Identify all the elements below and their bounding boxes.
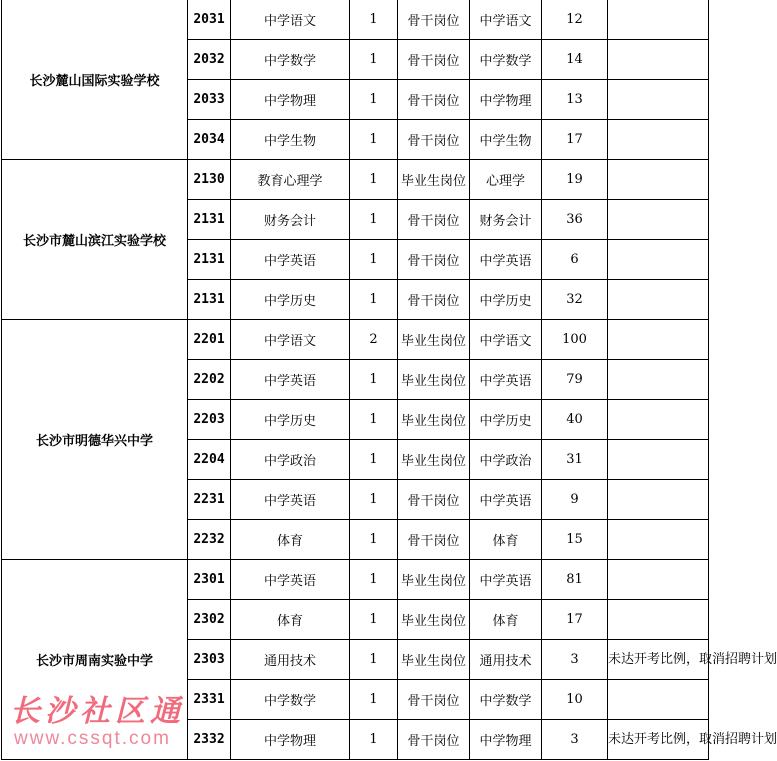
exam-subject-cell: 中学数学: [470, 680, 542, 720]
post-type-cell: 骨干岗位: [398, 80, 470, 120]
exam-subject-cell: 中学历史: [470, 400, 542, 440]
exam-subject-cell: 中学语文: [470, 0, 542, 40]
post-type-cell: 骨干岗位: [398, 200, 470, 240]
headcount-cell: 1: [350, 440, 398, 480]
school-name-cell: 长沙市明德华兴中学: [2, 320, 188, 560]
applicant-count-cell: 19: [542, 160, 608, 200]
applicant-count-cell: 15: [542, 520, 608, 560]
headcount-cell: 1: [350, 400, 398, 440]
position-code-cell: 2202: [188, 360, 231, 400]
applicant-count-cell: 12: [542, 0, 608, 40]
applicant-count-cell: 31: [542, 440, 608, 480]
remark-cell: [608, 240, 709, 280]
subject-cell: 中学英语: [231, 240, 350, 280]
position-code-cell: 2131: [188, 280, 231, 320]
position-code-cell: 2303: [188, 640, 231, 680]
remark-cell: [608, 160, 709, 200]
remark-cell: [608, 40, 709, 80]
exam-subject-cell: 中学英语: [470, 560, 542, 600]
post-type-cell: 骨干岗位: [398, 0, 470, 40]
subject-cell: 中学数学: [231, 40, 350, 80]
remark-cell: [608, 360, 709, 400]
post-type-cell: 毕业生岗位: [398, 160, 470, 200]
position-code-cell: 2130: [188, 160, 231, 200]
post-type-cell: 骨干岗位: [398, 680, 470, 720]
exam-subject-cell: 中学物理: [470, 80, 542, 120]
headcount-cell: 1: [350, 40, 398, 80]
headcount-cell: 1: [350, 520, 398, 560]
remark-cell: [608, 680, 709, 720]
subject-cell: 中学英语: [231, 560, 350, 600]
headcount-cell: 1: [350, 480, 398, 520]
headcount-cell: 1: [350, 640, 398, 680]
subject-cell: 通用技术: [231, 640, 350, 680]
post-type-cell: 毕业生岗位: [398, 600, 470, 640]
remark-cell: [608, 120, 709, 160]
remark-cell: [608, 200, 709, 240]
watermark-title: 长沙社区通: [10, 694, 185, 729]
remark-cell: [608, 560, 709, 600]
table-row: [2, 0, 709, 40]
remark-cell: [608, 400, 709, 440]
position-code-cell: 2203: [188, 400, 231, 440]
post-type-cell: 骨干岗位: [398, 480, 470, 520]
exam-subject-cell: 心理学: [470, 160, 542, 200]
position-code-cell: 2302: [188, 600, 231, 640]
post-type-cell: 骨干岗位: [398, 120, 470, 160]
position-code-cell: 2204: [188, 440, 231, 480]
applicant-count-cell: 3: [542, 640, 608, 680]
subject-cell: 中学数学: [231, 680, 350, 720]
headcount-cell: 1: [350, 280, 398, 320]
subject-cell: 中学英语: [231, 360, 350, 400]
applicant-count-cell: 32: [542, 280, 608, 320]
headcount-cell: 1: [350, 160, 398, 200]
exam-subject-cell: 中学生物: [470, 120, 542, 160]
remark-cell: [608, 320, 709, 360]
subject-cell: 中学历史: [231, 280, 350, 320]
subject-cell: 中学英语: [231, 480, 350, 520]
remark-cell: [608, 520, 709, 560]
applicant-count-cell: 100: [542, 320, 608, 360]
exam-subject-cell: 体育: [470, 600, 542, 640]
subject-cell: 中学历史: [231, 400, 350, 440]
headcount-cell: 1: [350, 360, 398, 400]
position-code-cell: 2231: [188, 480, 231, 520]
position-code-cell: 2201: [188, 320, 231, 360]
applicant-count-cell: 81: [542, 560, 608, 600]
exam-subject-cell: 中学英语: [470, 480, 542, 520]
recruitment-table: [1, 0, 777, 760]
exam-subject-cell: 中学物理: [470, 720, 542, 760]
exam-subject-cell: 中学数学: [470, 40, 542, 80]
exam-subject-cell: 中学英语: [470, 360, 542, 400]
table-row: [2, 160, 709, 200]
headcount-cell: 1: [350, 200, 398, 240]
table-body: [2, 0, 777, 760]
position-code-cell: 2331: [188, 680, 231, 720]
applicant-count-cell: 6: [542, 240, 608, 280]
position-code-cell: 2131: [188, 240, 231, 280]
applicant-count-cell: 17: [542, 600, 608, 640]
post-type-cell: 毕业生岗位: [398, 400, 470, 440]
remark-cell: [608, 440, 709, 480]
subject-cell: 中学生物: [231, 120, 350, 160]
headcount-cell: 1: [350, 120, 398, 160]
exam-subject-cell: 体育: [470, 520, 542, 560]
post-type-cell: 骨干岗位: [398, 520, 470, 560]
headcount-cell: 1: [350, 80, 398, 120]
headcount-cell: 1: [350, 560, 398, 600]
exam-subject-cell: 中学历史: [470, 280, 542, 320]
exam-subject-cell: 中学语文: [470, 320, 542, 360]
applicant-count-cell: 10: [542, 680, 608, 720]
subject-cell: 中学物理: [231, 720, 350, 760]
headcount-cell: 1: [350, 680, 398, 720]
subject-cell: 教育心理学: [231, 160, 350, 200]
subject-cell: 中学政治: [231, 440, 350, 480]
position-code-cell: 2232: [188, 520, 231, 560]
subject-cell: 中学物理: [231, 80, 350, 120]
applicant-count-cell: 3: [542, 720, 608, 760]
subject-cell: 中学语文: [231, 320, 350, 360]
remark-cell: [608, 480, 709, 520]
post-type-cell: 毕业生岗位: [398, 560, 470, 600]
applicant-count-cell: 17: [542, 120, 608, 160]
applicant-count-cell: 13: [542, 80, 608, 120]
exam-subject-cell: 财务会计: [470, 200, 542, 240]
remark-cell: [608, 80, 709, 120]
post-type-cell: 毕业生岗位: [398, 640, 470, 680]
position-code-cell: 2032: [188, 40, 231, 80]
position-code-cell: 2301: [188, 560, 231, 600]
post-type-cell: 骨干岗位: [398, 720, 470, 760]
post-type-cell: 骨干岗位: [398, 240, 470, 280]
applicant-count-cell: 36: [542, 200, 608, 240]
post-type-cell: 毕业生岗位: [398, 360, 470, 400]
exam-subject-cell: 中学英语: [470, 240, 542, 280]
position-code-cell: 2031: [188, 0, 231, 40]
table-row: [2, 320, 709, 360]
school-name-cell: 长沙麓山国际实验学校: [2, 0, 188, 160]
remark-cell: [608, 600, 709, 640]
subject-cell: 体育: [231, 520, 350, 560]
school-name-cell: 长沙市麓山滨江实验学校: [2, 160, 188, 320]
post-type-cell: 骨干岗位: [398, 40, 470, 80]
position-code-cell: 2034: [188, 120, 231, 160]
subject-cell: 中学语文: [231, 0, 350, 40]
position-code-cell: 2131: [188, 200, 231, 240]
headcount-cell: 1: [350, 240, 398, 280]
subject-cell: 体育: [231, 600, 350, 640]
position-code-cell: 2332: [188, 720, 231, 760]
applicant-count-cell: 79: [542, 360, 608, 400]
headcount-cell: 1: [350, 600, 398, 640]
school-name-cell: 长沙市周南实验中学: [2, 560, 188, 760]
post-type-cell: 骨干岗位: [398, 280, 470, 320]
post-type-cell: 毕业生岗位: [398, 440, 470, 480]
remark-cell: [608, 280, 709, 320]
subject-cell: 财务会计: [231, 200, 350, 240]
headcount-cell: 2: [350, 320, 398, 360]
exam-subject-cell: 通用技术: [470, 640, 542, 680]
applicant-count-cell: 14: [542, 40, 608, 80]
remark-cell: [608, 0, 709, 40]
headcount-cell: 1: [350, 0, 398, 40]
post-type-cell: 毕业生岗位: [398, 320, 470, 360]
headcount-cell: 1: [350, 720, 398, 760]
exam-subject-cell: 中学政治: [470, 440, 542, 480]
applicant-count-cell: 40: [542, 400, 608, 440]
applicant-count-cell: 9: [542, 480, 608, 520]
position-code-cell: 2033: [188, 80, 231, 120]
remark-cell: 未达开考比例，取消招聘计划: [608, 640, 709, 680]
remark-cell: 未达开考比例，取消招聘计划: [608, 720, 709, 760]
watermark-url: www.cssqt.com: [14, 728, 171, 749]
table-row: [2, 560, 709, 600]
